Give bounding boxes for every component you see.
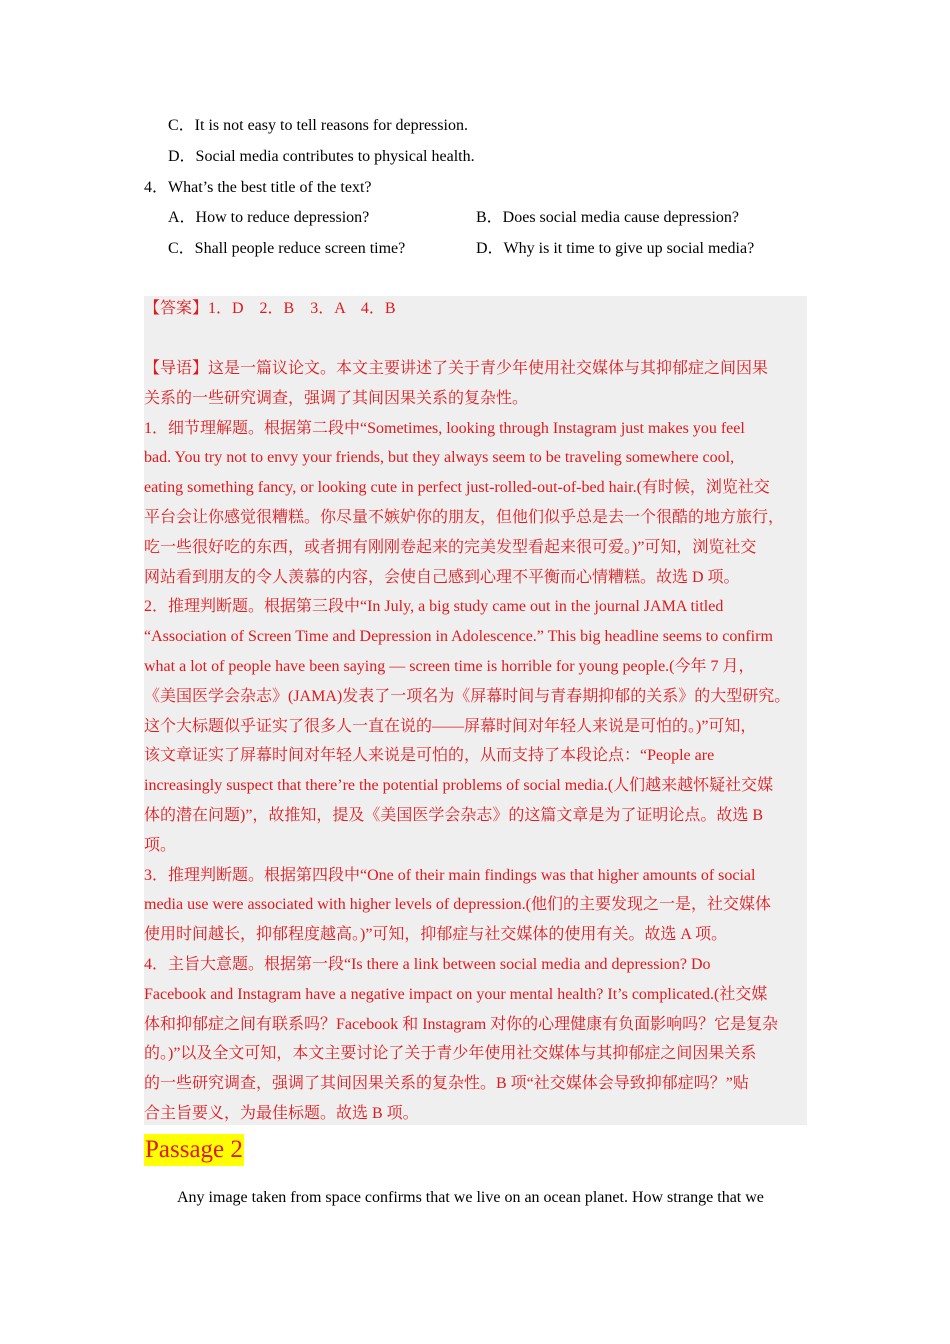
- explanation-line: 3．推理判断题。根据第四段中“One of their main findings was that higher amounts of social: [144, 867, 756, 884]
- explanation-line: 《美国医学会杂志》(JAMA)发表了一项名为《屏幕时间与青春期抑郁的关系》的大型研究。: [144, 688, 791, 705]
- explanation-line: 该文章证实了屏幕时间对年轻人来说是可怕的，从而支持了本段论点：“People are: [144, 747, 715, 764]
- explanation-line: 使用时间越长，抑郁程度越高。)”可知，抑郁症与社交媒体的使用有关。故选 A 项。: [144, 926, 728, 943]
- explanation-line: 体的潜在问题)”，故推知，提及《美国医学会杂志》的这篇文章是为了证明论点。故选 B: [144, 807, 764, 824]
- explanation-line: 网站看到朋友的令人羡慕的内容，会使自己感到心理不平衡而心情糟糕。故选 D 项。: [144, 569, 740, 586]
- passage-2-first-line: Any image taken from space confirms that we live on an ocean planet. How strange that we: [177, 1189, 764, 1206]
- passage-2-heading: Passage 2: [144, 1134, 244, 1166]
- explanation-line: 这个大标题似乎证实了很多人一直在说的——屏幕时间对年轻人来说是可怕的。)”可知，: [144, 718, 757, 735]
- explanation-line: eating something fancy, or looking cute in perfect just-rolled-out-of-bed hair.(有时候，浏览社交: [144, 479, 770, 496]
- explanation-line: 关系的一些研究调查，强调了其间因果关系的复杂性。: [144, 390, 529, 407]
- explanation-line: Facebook and Instagram have a negative impact on your mental health? It’s complicated.(社交媒: [144, 986, 768, 1003]
- explanation-line: media use were associated with higher levels of depression.(他们的主要发现之一是，社交媒体: [144, 896, 771, 913]
- explanation-line: “Association of Screen Time and Depression in Adolescence.” This big headline seems to confirm: [144, 628, 773, 645]
- explanation-line: 吃一些很好吃的东西，或者拥有刚刚卷起来的完美发型看起来很可爱。)”可知，浏览社交: [144, 539, 757, 556]
- q4-stem: 4．What’s the best title of the text?: [144, 179, 372, 196]
- explanation-line: 体和抑郁症之间有联系吗？Facebook 和 Instagram 对你的心理健康有负面影响吗？它是复杂: [144, 1016, 779, 1033]
- explanation-line: what a lot of people have been saying — screen time is horrible for young people.(今年 7 月，: [144, 658, 755, 675]
- explanation-line: 【导语】这是一篇议论文。本文主要讲述了关于青少年使用社交媒体与其抑郁症之间因果: [144, 360, 769, 377]
- explanation-line: 平台会让你感觉很糟糕。你尽量不嫉妒你的朋友，但他们似乎总是去一个很酷的地方旅行，: [144, 509, 785, 526]
- q3-option-c: C．It is not easy to tell reasons for depression.: [168, 117, 468, 134]
- q3-option-d: D．Social media contributes to physical health.: [168, 148, 475, 165]
- q4-option-b: B．Does social media cause depression?: [476, 209, 740, 226]
- q4-option-a: A．How to reduce depression?: [168, 209, 370, 226]
- explanation-line: 2．推理判断题。根据第三段中“In July, a big study came out in the journal JAMA titled: [144, 598, 724, 615]
- explanation-line: 4．主旨大意题。根据第一段“Is there a link between social media and depression? Do: [144, 956, 711, 973]
- explanation-line: 的一些研究调查，强调了其间因果关系的复杂性。B 项“社交媒体会导致抑郁症吗？”贴: [144, 1075, 749, 1092]
- explanation-line: 合主旨要义，为最佳标题。故选 B 项。: [144, 1105, 419, 1122]
- answer-key: 【答案】1．D 2．B 3．A 4．B: [144, 300, 396, 317]
- explanation-line: 项。: [144, 837, 177, 854]
- explanation-line: bad. You try not to envy your friends, but they always seem to be traveling somewhere cool,: [144, 449, 735, 466]
- explanation-line: 的。)”以及全文可知，本文主要讨论了关于青少年使用社交媒体与其抑郁症之间因果关系: [144, 1045, 757, 1062]
- explanation-line: 1．细节理解题。根据第二段中“Sometimes, looking through Instagram just makes you feel: [144, 420, 745, 437]
- explanation-line: increasingly suspect that there’re the potential problems of social media.(人们越来越怀疑社交媒: [144, 777, 774, 794]
- q4-option-c: C．Shall people reduce screen time?: [168, 240, 406, 257]
- q4-option-d: D．Why is it time to give up social media?: [476, 240, 755, 257]
